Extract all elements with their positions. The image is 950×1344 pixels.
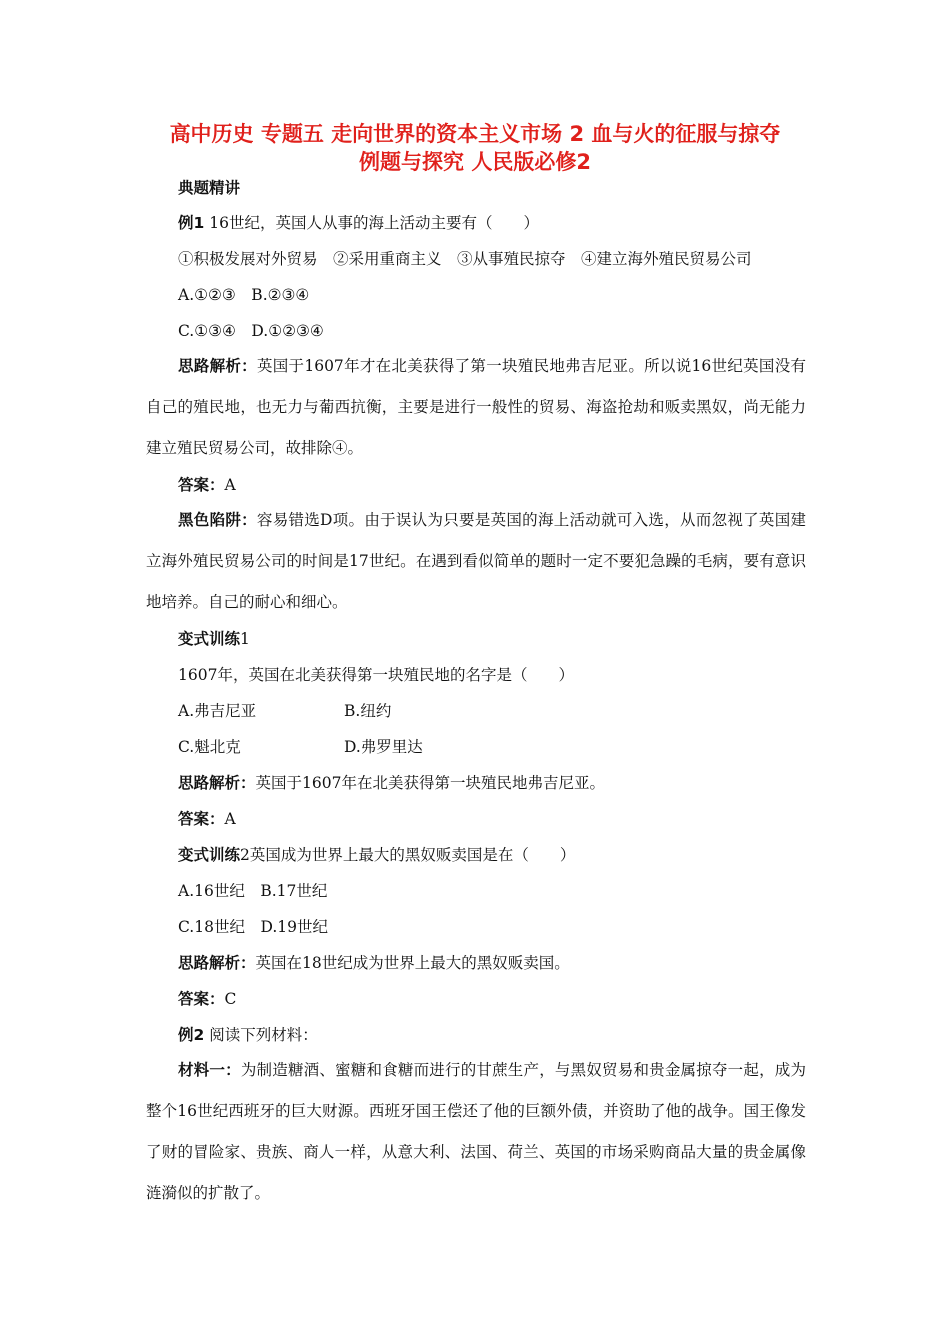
answer-label: 答案： (178, 990, 225, 1008)
example-1-items: ①积极发展对外贸易 ②采用重商主义 ③从事殖民掠夺 ④建立海外殖民贸易公司 (178, 250, 752, 268)
example-2-label: 例2 (178, 1026, 205, 1044)
analysis-label: 思路解析： (178, 954, 256, 972)
answer-value: A (224, 476, 236, 494)
variant-2-options-cd: C.18世纪 D.19世纪 (178, 918, 328, 936)
variant-1-options-ab (178, 700, 391, 722)
option-a: A.弗吉尼亚 (178, 702, 257, 720)
trap-label: 黑色陷阱： (178, 511, 257, 529)
example-2-question (178, 1024, 318, 1046)
section-heading: 典题精讲 (178, 179, 241, 197)
analysis-label: 思路解析： (178, 357, 257, 375)
trap-text: 容易错选D项。由于误认为只要是英国的海上活动就可入选，从而忽视了英国建立海外殖民贸易公司的时间是17世纪。在遇到看似简单的题时一定不要犯急躁的毛病，要有意识地培养。自己的耐心和细心。 (146, 511, 806, 611)
analysis-text: 英国于1607年才在北美获得了第一块殖民地弗吉尼亚。所以说16世纪英国没有自己的殖民地，也无力与葡西抗衡，主要是进行一般性的贸易、海盗抢劫和贩卖黑奴，尚无能力建立殖民贸易公司，故排除④。 (146, 357, 806, 457)
example-1-label: 例1 (178, 214, 205, 232)
answer-label: 答案： (178, 476, 225, 494)
variant-2-options-ab: A.16世纪 B.17世纪 (178, 882, 328, 900)
option-d: D.弗罗里达 (344, 738, 423, 756)
variant-2-label: 变式训练 (178, 846, 241, 864)
example-1-stem: 16世纪，英国人从事的海上活动主要有（ ） (204, 214, 539, 232)
example-1-analysis (146, 346, 806, 469)
example-1-options-cd: C.①③④ D.①②③④ (178, 322, 324, 340)
document-title-line-2: 例题与探究 人民版必修2 (359, 150, 591, 174)
variant-2-analysis (178, 952, 570, 974)
analysis-text: 英国在18世纪成为世界上最大的黑奴贩卖国。 (255, 954, 570, 972)
material-1-label: 材料一： (178, 1061, 241, 1079)
example-2-material-1 (146, 1050, 806, 1214)
analysis-label: 思路解析： (178, 774, 256, 792)
example-1-trap (146, 500, 806, 623)
variant-1-analysis (178, 772, 605, 794)
example-1-options-ab: A.①②③ B.②③④ (178, 286, 310, 304)
variant-1-number: 1 (240, 630, 250, 648)
answer-value: C (224, 990, 237, 1008)
example-1-answer (178, 474, 236, 496)
option-b: B.纽约 (344, 702, 392, 720)
variant-1-heading (178, 628, 250, 650)
variant-1-answer (178, 808, 236, 830)
option-c: C.魁北克 (178, 738, 241, 756)
example-1-question (178, 212, 539, 234)
variant-2-stem: 2英国成为世界上最大的黑奴贩卖国是在（ ） (240, 846, 576, 864)
example-2-stem: 阅读下列材料： (204, 1026, 318, 1044)
variant-1-label: 变式训练 (178, 630, 241, 648)
variant-1-stem: 1607年，英国在北美获得第一块殖民地的名字是（ ） (178, 666, 574, 684)
variant-2-answer (178, 988, 236, 1010)
answer-label: 答案： (178, 810, 225, 828)
material-1-text: 为制造糖酒、蜜糖和食糖而进行的甘蔗生产，与黑奴贸易和贵金属掠夺一起，成为整个16世纪西班牙的巨大财源。西班牙国王偿还了他的巨额外债，并资助了他的战争。国王像发了财的冒险家、贵族、商人一样，从意大利、法国、荷兰、英国的市场采购商品大量的贵金属像涟漪似的扩散了。 (146, 1061, 806, 1202)
variant-1-options-cd (178, 736, 423, 758)
answer-value: A (224, 810, 236, 828)
analysis-text: 英国于1607年在北美获得第一块殖民地弗吉尼亚。 (255, 774, 605, 792)
variant-2-question (178, 844, 575, 866)
document-title-line-1: 高中历史 专题五 走向世界的资本主义市场 2 血与火的征服与掠夺 (169, 122, 781, 146)
